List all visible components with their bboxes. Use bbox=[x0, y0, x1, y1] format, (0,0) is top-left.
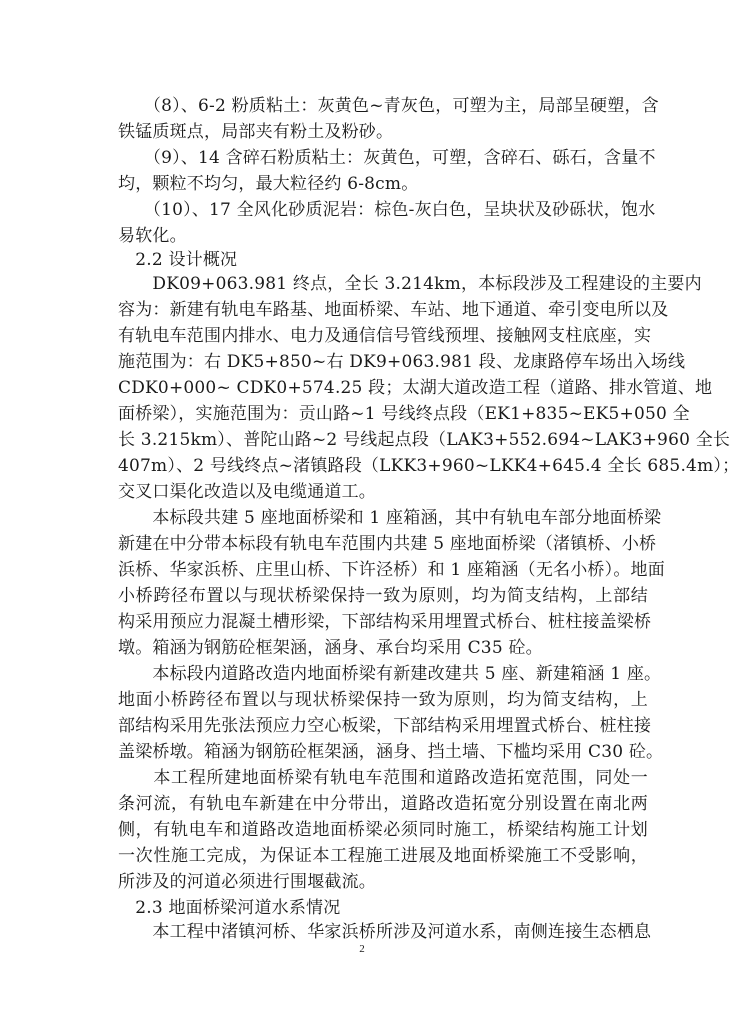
text-line: 所涉及的河道必须进行围堰截流。 bbox=[118, 872, 376, 892]
text-line: 本标段内道路改造内地面桥梁有新建改建共 5 座、新建箱涵 1 座。 bbox=[118, 664, 662, 684]
text-line: 面桥梁），实施范围为：贡山路~1 号线终点段（EK1+835~EK5+050 全 bbox=[118, 404, 690, 424]
text-line: 新建在中分带本标段有轨电车范围内共建 5 座地面桥梁（渚镇桥、小桥 bbox=[118, 534, 657, 554]
text-line: 长 3.215km）、普陀山路~2 号线起点段（LAK3+552.694~LAK3+960 全长 bbox=[118, 430, 731, 450]
page-number: 2 bbox=[359, 943, 365, 955]
text-line: 墩。箱涵为钢筋砼框架涵，涵身、承台均采用 C35 砼。 bbox=[118, 638, 543, 658]
text-line: 有轨电车范围内排水、电力及通信信号管线预埋、接触网支柱底座，实 bbox=[118, 326, 652, 346]
text-line: 地面小桥跨径布置以与现状桥梁保持一致为原则，均为简支结构，上 bbox=[118, 690, 648, 710]
text-line: 盖梁桥墩。箱涵为钢筋砼框架涵，涵身、挡土墙、下槛均采用 C30 砼。 bbox=[118, 742, 664, 762]
text-line: CDK0+000~ CDK0+574.25 段；太湖大道改造工程（道路、排水管道、地 bbox=[118, 378, 713, 398]
section-heading: 2.3 地面桥梁河道水系情况 bbox=[118, 898, 341, 918]
text-line: 交叉口渠化改造以及电缆通道工。 bbox=[118, 482, 376, 502]
text-line: 容为：新建有轨电车路基、地面桥梁、车站、地下通道、牵引变电所以及 bbox=[118, 300, 669, 320]
text-line: 条河流，有轨电车新建在中分带出，道路改造拓宽分别设置在南北两 bbox=[118, 794, 648, 814]
text-line: 407m）、2 号线终点~渚镇路段（LKK3+960~LKK4+645.4 全长 685.4m）； bbox=[118, 456, 739, 476]
text-line: （10）、17 全风化砂质泥岩：棕色-灰白色，呈块状及砂砾状，饱水 bbox=[118, 200, 656, 220]
text-line: （9）、14 含碎石粉质粘土：灰黄色，可塑，含碎石、砾石，含量不 bbox=[118, 148, 656, 168]
text-line: 施范围为：右 DK5+850~右 DK9+063.981 段、龙康路停车场出入场线 bbox=[118, 352, 686, 372]
text-line: 本工程中渚镇河桥、华家浜桥所涉及河道水系，南侧连接生态栖息 bbox=[118, 922, 652, 942]
text-line: 小桥跨径布置以与现状桥梁保持一致为原则，均为简支结构，上部结 bbox=[118, 586, 648, 606]
text-line: 均，颗粒不均匀，最大粒径约 6-8cm。 bbox=[118, 174, 419, 194]
text-line: DK09+063.981 终点，全长 3.214km，本标段涉及工程建设的主要内 bbox=[118, 274, 702, 294]
text-line: 构采用预应力混凝土槽形梁，下部结构采用埋置式桥台、桩柱接盖梁桥 bbox=[118, 612, 652, 632]
text-line: 易软化。 bbox=[118, 226, 187, 246]
section-heading: 2.2 设计概况 bbox=[118, 250, 238, 270]
text-line: 部结构采用先张法预应力空心板梁，下部结构采用埋置式桥台、桩柱接 bbox=[118, 716, 652, 736]
text-line: 铁锰质斑点，局部夹有粉土及粉砂。 bbox=[118, 122, 394, 142]
text-line: 浜桥、华家浜桥、庄里山桥、下许泾桥）和 1 座箱涵（无名小桥）。地面 bbox=[118, 560, 665, 580]
text-line: 本工程所建地面桥梁有轨电车范围和道路改造拓宽范围，同处一 bbox=[118, 768, 648, 788]
text-line: 侧，有轨电车和道路改造地面桥梁必须同时施工，桥梁结构施工计划 bbox=[118, 820, 648, 840]
text-line: 本标段共建 5 座地面桥梁和 1 座箱涵，其中有轨电车部分地面桥梁 bbox=[118, 508, 662, 528]
text-line: 一次性施工完成，为保证本工程施工进展及地面桥梁施工不受影响， bbox=[118, 846, 648, 866]
text-line: （8）、6-2 粉质粘土：灰黄色~青灰色，可塑为主，局部呈硬塑，含 bbox=[118, 96, 659, 116]
